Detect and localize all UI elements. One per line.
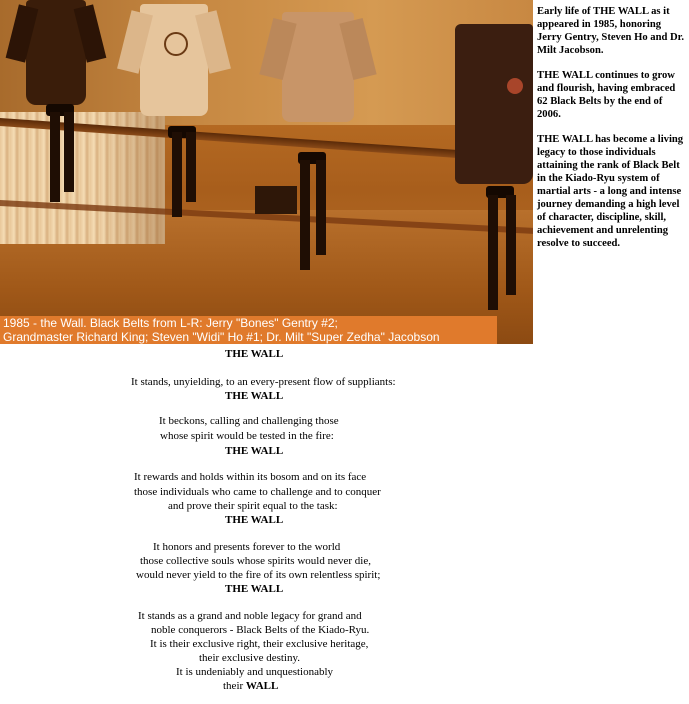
poem-line: noble conquerors - Black Belts of the Kiado-Ryu. — [151, 624, 370, 636]
poem-refrain: THE WALL — [225, 514, 284, 526]
poem-line: those individuals who came to challenge and to conquer — [134, 486, 381, 498]
poem-line: their exclusive destiny. — [199, 652, 301, 664]
poem-refrain: THE WALL — [225, 390, 284, 402]
poem-line: would never yield to the fire of its own relentless spirit; — [136, 569, 381, 581]
poem-final-prefix: their — [223, 680, 244, 692]
poem-line: It stands as a grand and noble legacy for grand and — [138, 610, 362, 622]
sidebar-paragraph-3: THE WALL has become a living legacy to those individuals attaining the rank of Black Belt in the Kiado-Ryu system of martial arts - a long and intense journey demanding a high level of character, discipline, skill, achievement and unrelenting resolve to succeed. — [537, 134, 684, 249]
photo-dark-gi — [455, 24, 533, 184]
poem-final-bold: WALL — [245, 680, 279, 692]
poem-line: It beckons, calling and challenging those — [159, 415, 339, 427]
poem-title: THE WALL — [225, 348, 284, 360]
sidebar-paragraph-2: THE WALL continues to grow and flourish, having embraced 62 Black Belts by the end of 2006. — [537, 70, 676, 120]
poem-line: It is their exclusive right, their exclusive heritage, — [150, 638, 369, 650]
wall-photo — [0, 0, 533, 344]
poem-line: It honors and presents forever to the world — [153, 541, 341, 553]
caption-line-1: 1985 - the Wall. Black Belts from L-R: Jerry "Bones" Gentry #2; — [3, 316, 338, 330]
photo-white-gi — [140, 4, 208, 116]
photo-caption — [0, 316, 497, 344]
poem-refrain: THE WALL — [225, 445, 284, 457]
sidebar-text — [537, 5, 685, 262]
poem-line: whose spirit would be tested in the fire: — [160, 430, 334, 442]
poem-refrain: THE WALL — [225, 583, 284, 595]
photo-black-gi — [26, 0, 86, 105]
caption-line-2: Grandmaster Richard King; Steven "Widi" Ho #1; Dr. Milt "Super Zedha" Jacobson — [3, 329, 440, 344]
photo-tan-gi — [282, 12, 354, 122]
photo-black-belt — [50, 112, 60, 202]
photo-black-belt — [172, 132, 182, 217]
photo-black-belt — [488, 195, 498, 310]
photo-black-belt — [300, 160, 310, 270]
poem-line: those collective souls whose spirits would never die, — [140, 555, 371, 567]
poem-final-line — [223, 680, 278, 692]
poem-line: It stands, unyielding, to an every-present flow of suppliants: — [131, 376, 396, 388]
poem-line: It rewards and holds within its bosom and on its face — [134, 471, 367, 483]
poem-line: It is undeniably and unquestionably — [176, 666, 334, 678]
poem-line: and prove their spirit equal to the task: — [168, 500, 338, 512]
sidebar-paragraph-1: Early life of THE WALL as it appeared in 1985, honoring Jerry Gentry, Steven Ho and Dr. Milt Jacobson. — [537, 6, 685, 56]
